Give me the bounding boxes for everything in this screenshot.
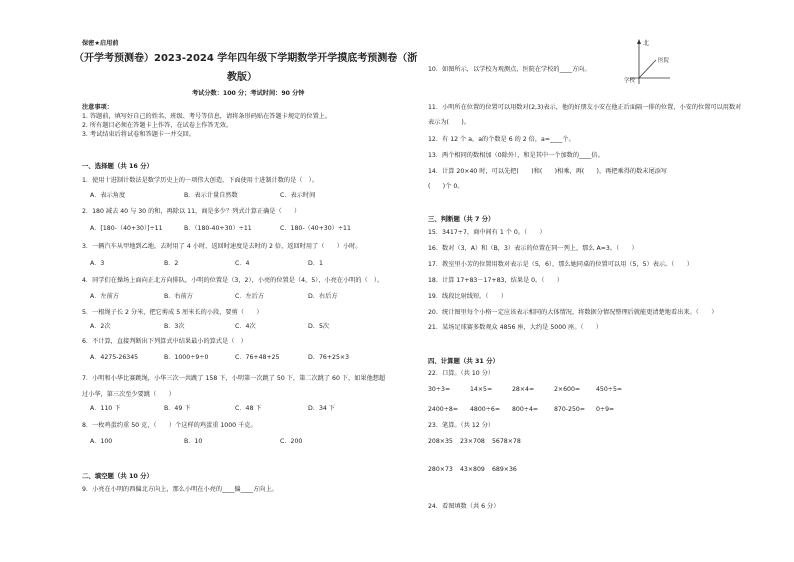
question-stem: 12．有 12 个 a，a的个数是 6 的 2 倍，a=____个。 [428,136,575,143]
notes-heading: 注意事项： [82,104,113,111]
section-heading: 三、判断题（共 7 分） [428,215,495,223]
question-stem: 5．一根绳子长 2 分米，把它剪成 5 厘米长的小段，要剪（ ） [82,309,263,316]
question-stem: 3．一辆汽车从甲地到乙地，去时用了 4 小时，返回时速度是去时的 2 倍，返回时用了（ ）小时。 [82,243,362,250]
option[interactable]: B．49 下 [164,405,191,412]
judge-item: 21．某场足球赛多数观众 4856 座，大约是 5000 座。（ ） [428,324,603,331]
oral-item: 2×600= [554,386,581,393]
oral-item: 870-250= [554,406,586,413]
option[interactable]: A．2次 [90,323,111,330]
oral-item: 450÷5= [596,386,623,393]
written-item: 23×708 [460,438,485,445]
oral-item: 0÷9= [596,406,615,413]
option[interactable]: C．200 [280,438,303,445]
score-info: 考试分数：100 分；考试时间：90 分钟 [192,90,305,97]
question-stem: 7．小明和小华比赛跳绳，小华三次一共跳了 158 下，小明第一次跳了 50 下，第二次跳了 60 下，如果他想超 [82,375,386,382]
option[interactable]: A．3 [90,260,105,267]
option[interactable]: A．4275-26345 [90,354,139,361]
option[interactable]: B．（180-40+30）÷11 [184,225,252,232]
oral-item: 14×5= [470,386,493,393]
section-heading: 一、选择题（共 16 分） [82,162,153,170]
option[interactable]: A．表示角度 [90,192,126,199]
question-stem: 2．180 减去 40 与 30 的和，再除以 11，商是多少？列式计算正确是（ ） [82,208,301,215]
section-heading: 四、计算题（共 31 分） [428,357,499,365]
question-stem: 10．如图所示，以学校为观测点，医院在学校的____方向。 [428,66,591,73]
question-stem: 6．不计算，直接判断出下列算式中结果最小的算式是（ ） [82,338,247,345]
school-label: 学校 [624,78,636,84]
question-stem: 24．看图填数（共 6 分） [428,503,500,510]
option[interactable]: C．4次 [235,323,256,330]
judge-item: 16．数对（3，A）和（B，3）表示的位置在同一列上，那么 A=3。（ ） [428,245,638,252]
note-item: 2. 所有题目必须在答题卡上作答，在试卷上作答无效。 [82,122,233,129]
question-stem: 11．小明所在位置的位置可以用数对(2,3)表示，他的好朋友小安在他正后面隔一排的位置，小安的位置可以用数对 [428,104,742,111]
question-stem-cont: 表示为( )。 [428,119,470,126]
option[interactable]: A．110 下 [90,405,121,412]
judge-item: 15．3417÷7，商中间有 1 个 0。（ ） [428,229,546,236]
secret-label: 保密★启用前 [82,40,119,47]
oral-item: 4800÷6= [470,406,501,413]
oral-item: 800÷4= [512,406,539,413]
option[interactable]: B．2 [164,260,179,267]
judge-item: 18．计算 17+83－17+83，结果是 0。（ ） [428,277,563,284]
judge-item: 20．统计图里每个小格一定应该表示相同的大体情况，将数据分情况整理后就能更清楚地看出来。（ ） [428,309,718,316]
note-item: 1. 答题前，填写好自己的姓名、班级、考号等信息，请将条形码贴在答题卡规定的位置上。 [82,113,332,120]
north-arrow-icon [637,39,641,44]
question-stem: 1．使用十进制计数法是数学历史上的一项伟大创造，下面使用十进制计数的是（ ）。 [82,177,318,184]
question-stem-cont: 过小华，第三次至少要跳（ ） [82,391,175,398]
written-item: 43×809 [460,466,485,473]
option[interactable]: B．3次 [164,323,185,330]
option[interactable]: C．左后方 [235,293,265,300]
written-item: 208×35 [428,438,453,445]
oral-item: 28×4= [512,386,535,393]
option[interactable]: D．5次 [308,323,330,330]
north-label: 北 [643,40,650,47]
question-stem: 22．口算。（共 10 分） [428,370,495,377]
option[interactable]: D．右后方 [308,293,338,300]
option[interactable]: A．100 [90,438,113,445]
option[interactable]: B．1000÷9÷0 [164,354,209,361]
question-stem: 9．小亮在小明的西偏北方向上，那么小明在小亮的____偏____方向上。 [82,486,278,493]
oral-item: 30÷3= [428,386,451,393]
question-stem: 23．笔算。（共 12 分） [428,422,495,429]
option[interactable]: B．右前方 [164,293,193,300]
option[interactable]: B．10 [184,438,203,445]
note-item: 3. 考试结束后将试卷和答题卡一并交回。 [82,131,196,138]
option[interactable]: B．表示计量自然数 [184,192,238,199]
option[interactable]: A．左前方 [90,293,119,300]
written-item: 5678×78 [492,438,521,445]
option[interactable]: C．4 [235,260,250,267]
option[interactable]: D．1 [308,260,323,267]
hospital-label: 医院 [658,58,670,64]
oral-item: 2400÷8= [428,406,459,413]
option[interactable]: D．34 下 [308,405,335,412]
compass-diagram [614,36,684,92]
question-stem: 13．两个相同的数相加（0除外），和是其中一个加数的____倍。 [428,152,604,159]
option[interactable]: C．76+48+25 [235,354,280,361]
option[interactable]: C．48 下 [235,405,262,412]
question-stem-cont: ( )个 0。 [428,183,464,190]
hospital-ray [639,60,656,78]
written-item: 280×73 [428,466,453,473]
page-title-line1: （开学考预测卷）2023-2024 学年四年级下学期数学开学摸底考预测卷（浙 [74,53,418,64]
written-item: 689×36 [492,466,517,473]
option[interactable]: C．表示时间 [280,192,316,199]
question-stem: 8．一枚鸡蛋约重 50 克，（ ）个这样的鸡蛋重 1000 千克。 [82,422,257,429]
option[interactable]: A．[180-（40+30）]÷11 [90,225,163,232]
page-title-line2: 教版） [227,72,257,83]
judge-item: 17．教室里小芳的位置用数对表示是（5，6），那么她同桌的位置可以用（5，5）表示。（ ） [428,261,693,268]
question-stem: 4．同学们在操场上面向正北方向排队，小明的位置是（3，2），小亮的位置是（4，5），小亮在小明的（ ）。 [82,277,384,284]
question-stem: 14．计算 20×40 时，可以先把( )和( )相乘，再( )，再把乘得的数末尾添写 [428,168,668,175]
section-heading: 二、填空题（共 10 分） [82,472,153,480]
judge-item: 19．线段比射线短。（ ） [428,293,508,300]
option[interactable]: C．180-（40+30）÷11 [280,225,351,232]
option[interactable]: D．76+25×3 [308,354,350,361]
